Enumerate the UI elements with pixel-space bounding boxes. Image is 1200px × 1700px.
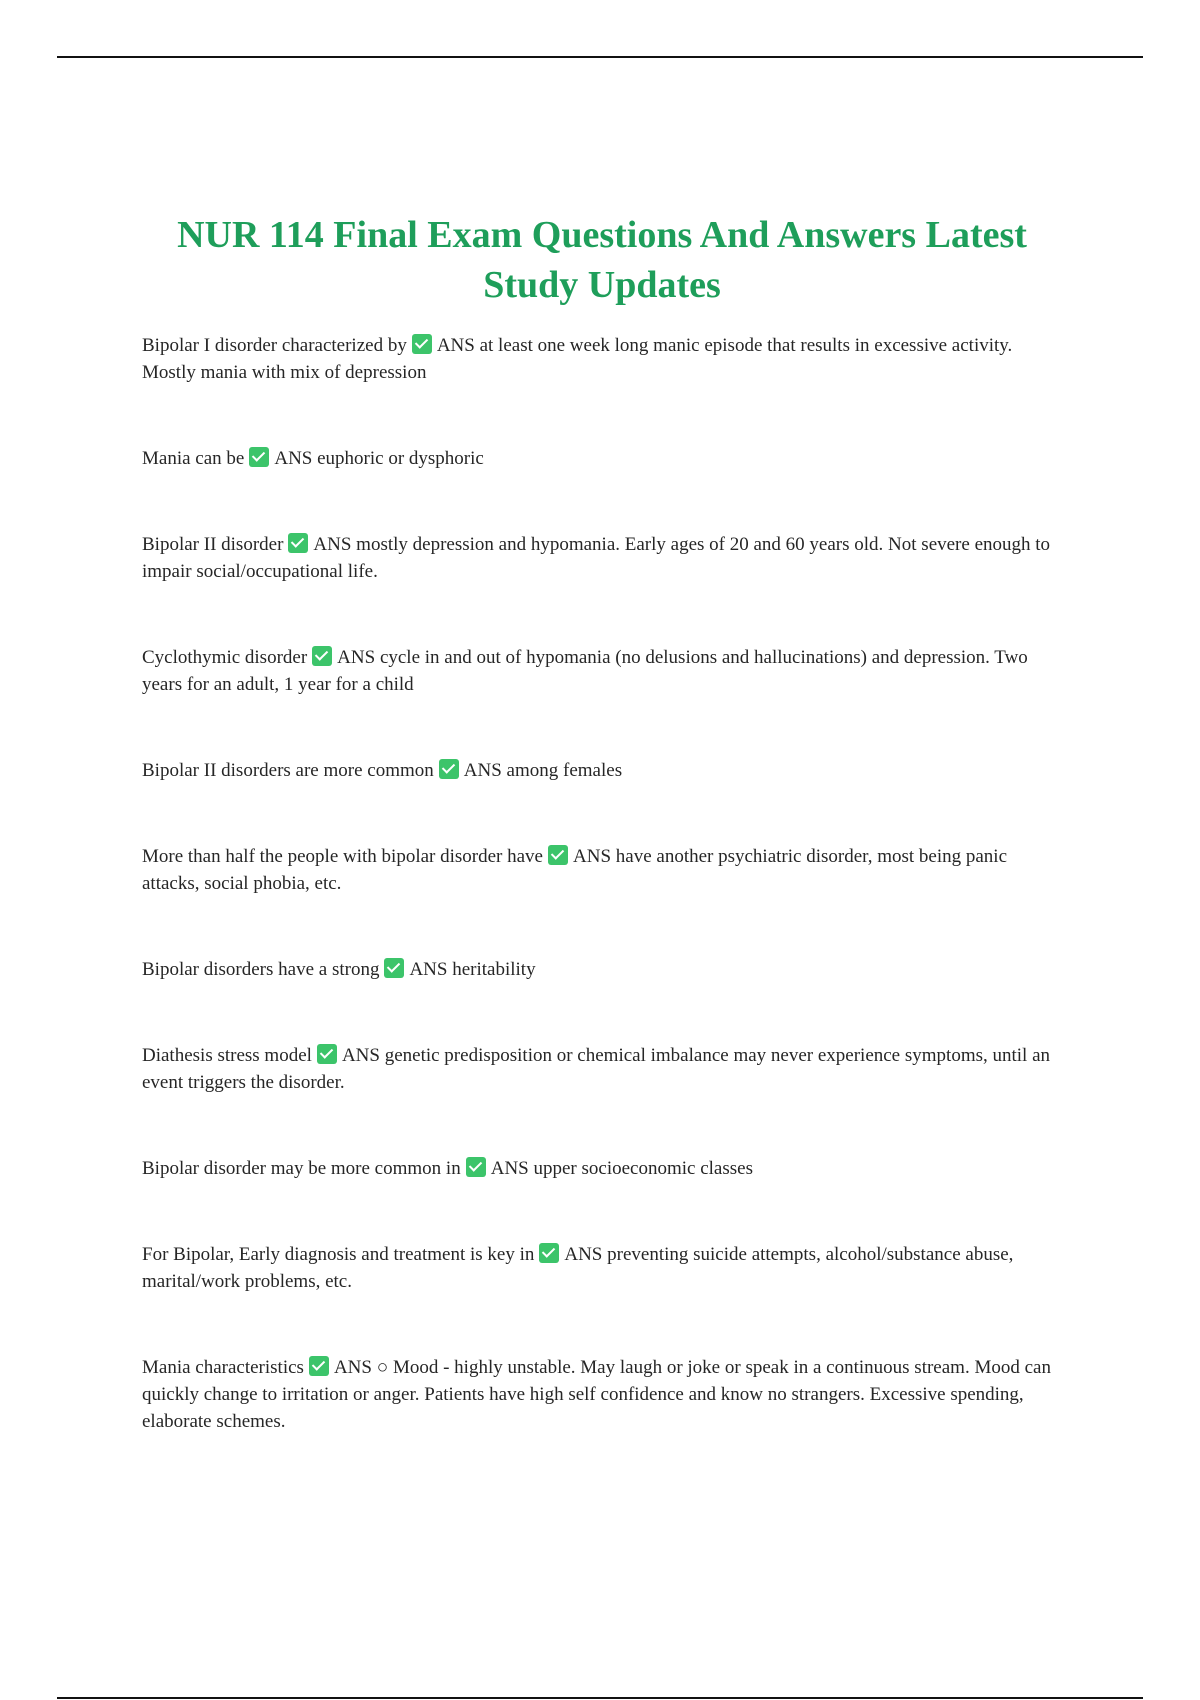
question-text: For Bipolar, Early diagnosis and treatment is key in	[142, 1244, 535, 1265]
answer-marker: ANS	[337, 647, 376, 668]
check-box-icon	[548, 845, 568, 865]
qa-item	[142, 1042, 1062, 1096]
answer-marker: ANS	[573, 846, 612, 867]
qa-item	[142, 332, 1062, 386]
answer-text: euphoric or dysphoric	[317, 448, 484, 469]
qa-item	[142, 1241, 1062, 1295]
question-text: Bipolar disorder may be more common in	[142, 1158, 461, 1179]
question-text: Mania can be	[142, 448, 245, 469]
check-box-icon	[412, 334, 432, 354]
check-box-icon	[249, 447, 269, 467]
check-box-icon	[384, 958, 404, 978]
question-text: Bipolar II disorders are more common	[142, 760, 434, 781]
answer-text: heritability	[452, 959, 536, 980]
document-page	[142, 210, 1062, 1494]
qa-item	[142, 843, 1062, 897]
question-text: More than half the people with bipolar disorder have	[142, 846, 543, 867]
qa-item	[142, 644, 1062, 698]
check-box-icon	[466, 1157, 486, 1177]
answer-marker: ANS	[333, 1357, 372, 1378]
check-box-icon	[539, 1243, 559, 1263]
qa-item	[142, 956, 1062, 983]
answer-marker: ANS	[341, 1045, 380, 1066]
answer-text: ○ Mood - highly unstable. May laugh or joke or speak in a continuous stream. Mood can quickly change to irritation or anger. Patients have high self confidence and know no strangers. Excessive spending, elaborate schemes.	[142, 1357, 1051, 1432]
check-box-icon	[309, 1356, 329, 1376]
answer-text: cycle in and out of hypomania (no delusions and hallucinations) and depression. Two years for an adult, 1 year for a child	[142, 647, 1028, 695]
answer-marker: ANS	[463, 760, 502, 781]
check-box-icon	[439, 759, 459, 779]
question-text: Diathesis stress model	[142, 1045, 312, 1066]
answer-marker: ANS	[274, 448, 313, 469]
top-rule	[57, 56, 1143, 58]
answer-marker: ANS	[490, 1158, 529, 1179]
check-box-icon	[317, 1044, 337, 1064]
answer-text: have another psychiatric disorder, most being panic attacks, social phobia, etc.	[142, 846, 1008, 894]
question-text: Bipolar I disorder characterized by	[142, 335, 407, 356]
bottom-rule	[57, 1697, 1143, 1699]
check-box-icon	[288, 533, 308, 553]
document-title: NUR 114 Final Exam Questions And Answers Latest Study Updates	[177, 214, 1027, 306]
qa-item	[142, 1155, 1062, 1182]
answer-text: preventing suicide attempts, alcohol/substance abuse, marital/work problems, etc.	[142, 1244, 1014, 1292]
answer-text: upper socioeconomic classes	[533, 1158, 753, 1179]
answer-text: at least one week long manic episode that results in excessive activity. Mostly mania with mix of depression	[142, 335, 1013, 383]
qa-item	[142, 445, 1062, 472]
answer-marker: ANS	[436, 335, 475, 356]
qa-item	[142, 531, 1062, 585]
check-box-icon	[312, 646, 332, 666]
question-text: Bipolar II disorder	[142, 534, 284, 555]
question-text: Mania characteristics	[142, 1357, 304, 1378]
answer-text: among females	[506, 760, 623, 781]
answer-marker: ANS	[564, 1244, 603, 1265]
answer-text: genetic predisposition or chemical imbalance may never experience symptoms, until an event triggers the disorder.	[142, 1045, 1051, 1093]
answer-text: mostly depression and hypomania. Early ages of 20 and 60 years old. Not severe enough to impair social/occupational life.	[142, 534, 1051, 582]
answer-marker: ANS	[313, 534, 352, 555]
qa-item	[142, 1354, 1062, 1435]
answer-marker: ANS	[409, 959, 448, 980]
question-text: Cyclothymic disorder	[142, 647, 308, 668]
question-text: Bipolar disorders have a strong	[142, 959, 380, 980]
qa-item	[142, 757, 1062, 784]
